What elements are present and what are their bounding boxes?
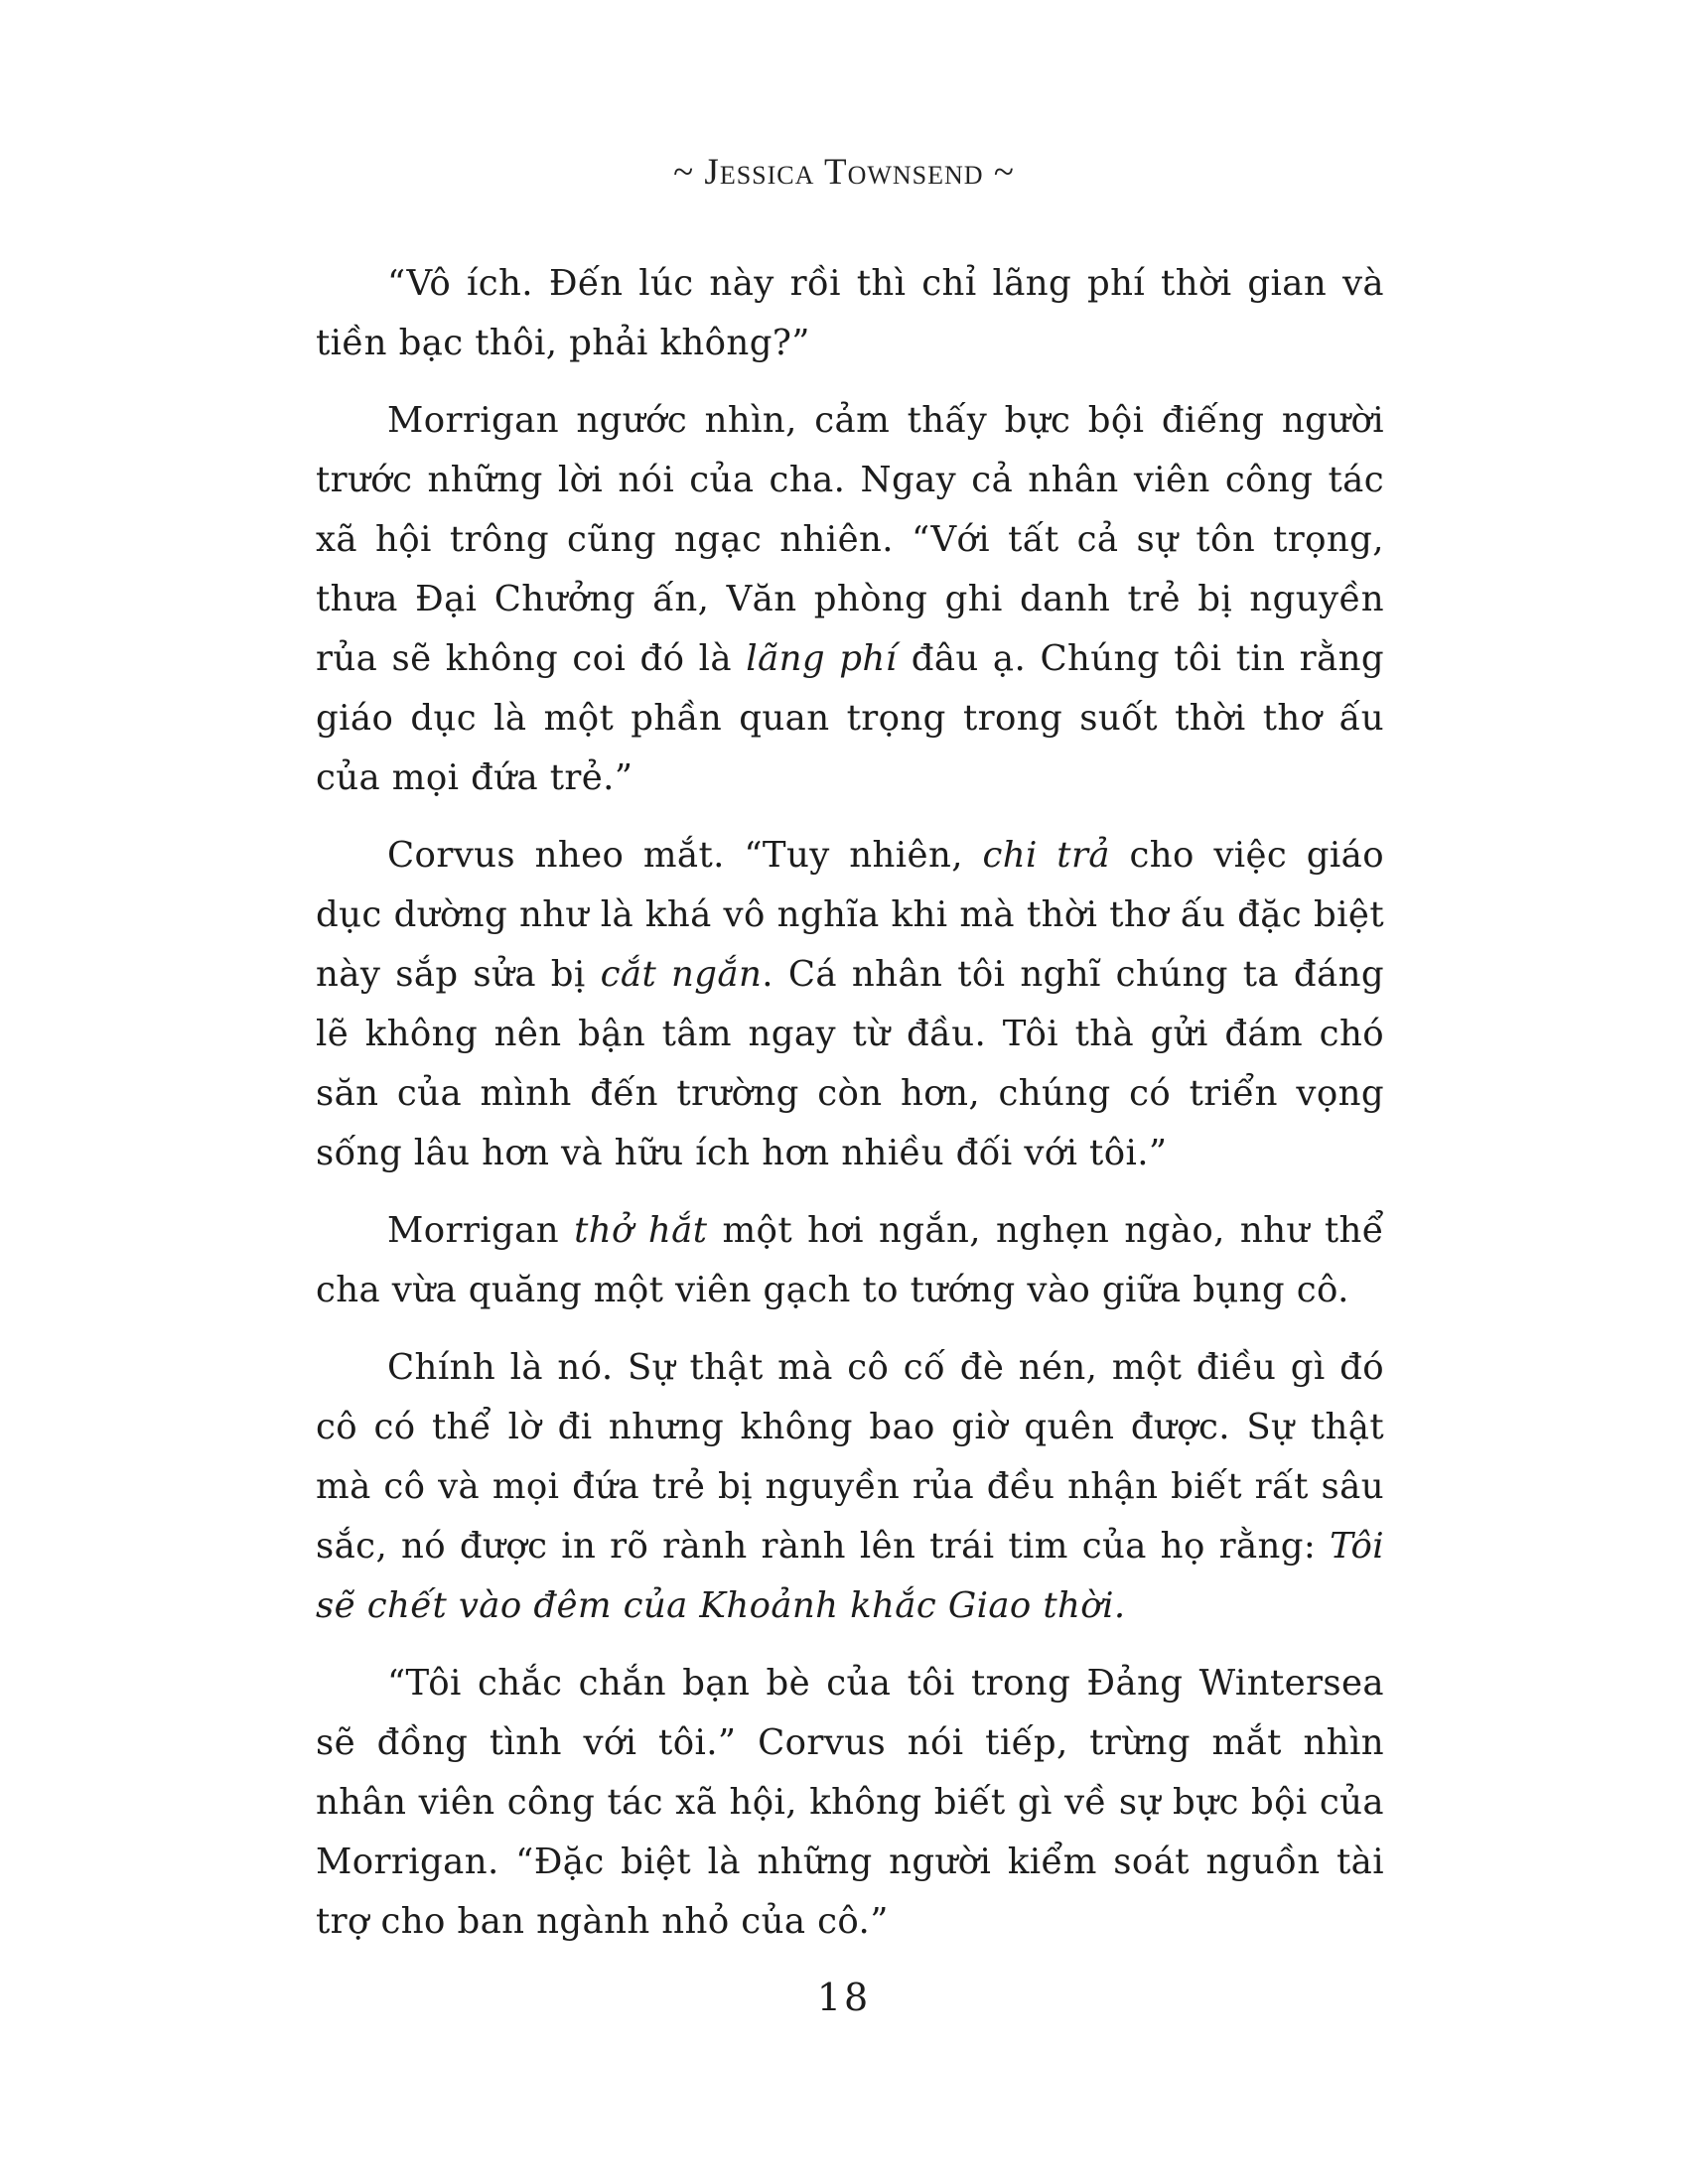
text-segment: Morrigan ngước nhìn, cảm thấy bực bội điếng người trước những lời nói của cha. Ngay cả nhân viên công tác xã hội trông cũng ngạc nhiên. “Với tất cả sự tôn trọng, thưa Đại Chưởng ấn, Văn phòng ghi danh trẻ bị nguyền rủa sẽ không coi đó là bbox=[316, 400, 1384, 679]
page-number: 18 bbox=[816, 1976, 872, 2019]
text-segment: Chính là nó. Sự thật mà cô cố đè nén, một điều gì đó cô có thể lờ đi nhưng không bao giờ quên được. Sự thật mà cô và mọi đứa trẻ bị nguyền rủa đều nhận biết rất sâu sắc, nó được in rõ rành rành lên trái tim của họ rằng: bbox=[316, 1347, 1384, 1567]
text-segment: cho việc giáo dục dường như là khá vô nghĩa khi mà thời thơ ấu đặc biệt này sắp sửa bị bbox=[316, 835, 1384, 995]
italic-emphasis: chi trả bbox=[982, 835, 1110, 876]
italic-emphasis: cắt ngắn bbox=[600, 954, 763, 995]
italic-emphasis: thở hắt bbox=[574, 1210, 708, 1251]
paragraph bbox=[316, 826, 1384, 1183]
paragraph bbox=[316, 391, 1384, 808]
paragraph bbox=[316, 254, 1384, 373]
paragraph bbox=[316, 1338, 1384, 1636]
text-segment: . Cá nhân tôi nghĩ chúng ta đáng lẽ không nên bận tâm ngay từ đầu. Tôi thà gửi đám chó săn của mình đến trường còn hơn, chúng có triển vọng sống lâu hơn và hữu ích hơn nhiều đối với tôi.” bbox=[316, 954, 1384, 1173]
text-segment: một hơi ngắn, nghẹn ngào, như thể cha vừa quăng một viên gạch to tướng vào giữa bụng cô. bbox=[316, 1210, 1384, 1310]
body-text bbox=[316, 254, 1384, 1970]
italic-emphasis: Tôi sẽ chết vào đêm của Khoảnh khắc Giao thời. bbox=[316, 1526, 1384, 1626]
text-segment: “Tôi chắc chắn bạn bè của tôi trong Đảng Wintersea sẽ đồng tình với tôi.” Corvus nói tiếp, trừng mắt nhìn nhân viên công tác xã hội, không biết gì về sự bực bội của Morrigan. “Đặc biệt là những người kiểm soát nguồn tài trợ cho ban ngành nhỏ của cô.” bbox=[316, 1663, 1384, 1942]
text-segment: Corvus nheo mắt. “Tuy nhiên, bbox=[387, 835, 983, 876]
text-segment: đâu ạ. Chúng tôi tin rằng giáo dục là một phần quan trọng trong suốt thời thơ ấu của mọi đứa trẻ.” bbox=[316, 638, 1384, 798]
paragraph bbox=[316, 1654, 1384, 1952]
text-segment: Morrigan bbox=[387, 1210, 575, 1251]
italic-emphasis: lãng phí bbox=[746, 638, 898, 679]
running-header: ~ Jessica Townsend ~ bbox=[673, 152, 1015, 193]
text-segment: “Vô ích. Đến lúc này rồi thì chỉ lãng phí thời gian và tiền bạc thôi, phải không?” bbox=[316, 263, 1384, 363]
paragraph bbox=[316, 1201, 1384, 1320]
